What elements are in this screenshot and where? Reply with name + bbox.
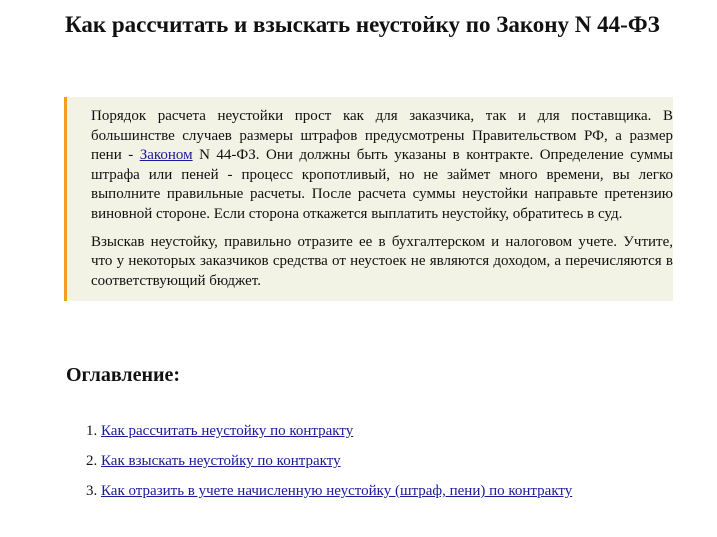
- toc-link-calculate[interactable]: Как рассчитать неустойку по контракту: [101, 423, 354, 439]
- toc-item: [86, 420, 572, 450]
- law-link[interactable]: Законом: [139, 147, 193, 164]
- lead-paragraph-1: [91, 107, 673, 225]
- lead-text: Порядок расчета неустойки прост как для заказчика, так и для поставщика. В большинстве случаев размеры штрафов предусмотрены Правительством РФ, а размер пени -: [91, 108, 673, 164]
- toc-item: [86, 450, 572, 480]
- toc-link-accounting[interactable]: Как отразить в учете начисленную неустойку (штраф, пени) по контракту: [101, 483, 573, 499]
- toc-number: 2.: [86, 453, 98, 469]
- toc-link-collect[interactable]: Как взыскать неустойку по контракту: [101, 453, 341, 469]
- toc-list: [86, 420, 572, 510]
- toc-number: 3.: [86, 483, 98, 499]
- toc-number: 1.: [86, 423, 98, 439]
- page-title: Как рассчитать и взыскать неустойку по Закону N 44-ФЗ: [65, 12, 660, 37]
- toc-heading: Оглавление:: [66, 364, 181, 386]
- lead-box: [64, 97, 673, 301]
- toc-item: [86, 480, 572, 510]
- lead-paragraph-2: Взыскав неустойку, правильно отразите ее в бухгалтерском и налоговом учете. Учтите, что у некоторых заказчиков средства от неустоек не являются доходом, а перечисляются в соответствующий бюджет.: [91, 233, 673, 289]
- lead-text: N 44-ФЗ. Они должны быть указаны в контракте. Определение суммы штрафа или пеней - процесс кропотливый, но не займет много времени, вы легко выполните правильные расчеты. После расчета суммы неустойки направьте претензию виновной стороне. Если сторона откажется выплатить неустойку, обратитесь в суд.: [91, 147, 673, 222]
